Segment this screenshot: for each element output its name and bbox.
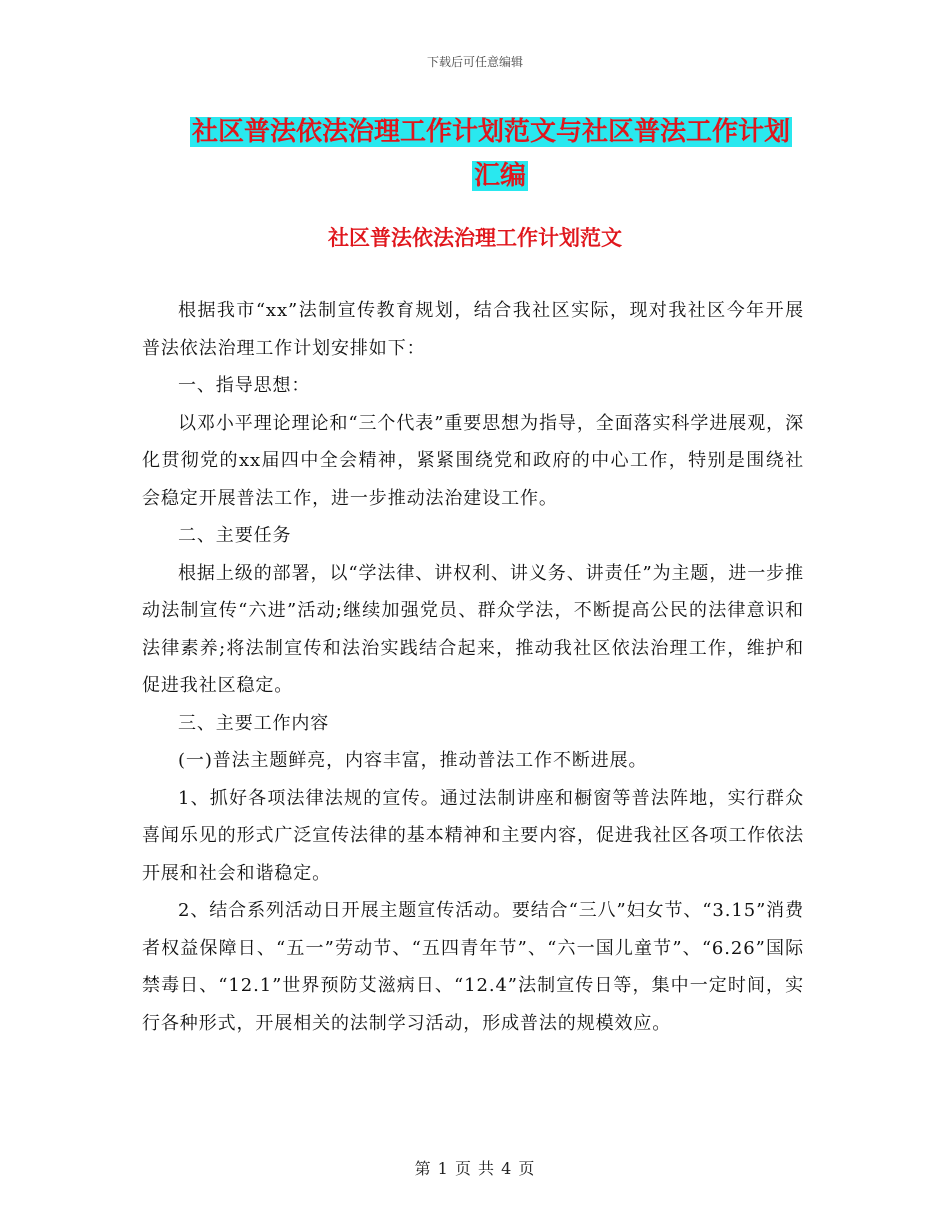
title-line-1-text: 社区普法依法治理工作计划范文与社区普法工作计划 (192, 117, 791, 147)
title-line-2 (190, 154, 810, 198)
paragraph-main-tasks: 根据上级的部署，以“学法律、讲权利、讲义务、讲责任”为主题，进一步推动法制宣传“六进”活动;继续加强党员、群众学法，不断提高公民的法律意识和法律素养;将法制宣传和法治实践结合起来，推动我社区依法治理工作，维护和促进我社区稳定。 (142, 562, 804, 696)
section-title: 社区普法依法治理工作计划范文 (328, 226, 622, 250)
heading-guiding-thought: 一、指导思想： (178, 375, 311, 396)
header-note: 下载后可任意编辑 (426, 55, 523, 69)
paragraph-intro: 根据我市“xx”法制宣传教育规划，结合我社区实际，现对我社区今年开展普法依法治理工作计划安排如下： (142, 300, 804, 359)
paragraph-item-1-2: 2、结合系列活动日开展主题宣传活动。要结合“三八”妇女节、“3.15”消费者权益保障日、“五一”劳动节、“五四青年节”、“六一国儿童节”、“6.26”国际禁毒日、“12.1”世界预防艾滋病日、“12.4”法制宣传日等，集中一定时间，实行各种形式，开展相关的法制学习活动，形成普法的规模效应。 (142, 900, 804, 1034)
heading-work-content: 三、主要工作内容 (178, 712, 330, 734)
title-line-1 (190, 110, 810, 154)
paragraph-item-1: (一)普法主题鲜亮，内容丰富，推动普法工作不断进展。 (178, 750, 648, 771)
title-line-2-text: 汇编 (473, 161, 526, 191)
page-number: 第 1 页 共 4 页 (414, 1159, 536, 1178)
document-title (190, 110, 810, 198)
heading-main-tasks: 二、主要任务 (178, 525, 292, 546)
paragraph-guiding-thought: 以邓小平理论理论和“三个代表”重要思想为指导，全面落实科学进展观，深化贯彻党的xx届四中全会精神，紧紧围绕党和政府的中心工作，特别是围绕社会稳定开展普法工作，进一步推动法治建设工作。 (142, 412, 804, 509)
document-body (142, 292, 804, 1042)
paragraph-item-1-1: 1、抓好各项法律法规的宣传。通过法制讲座和橱窗等普法阵地，实行群众喜闻乐见的形式广泛宣传法律的基本精神和主要内容，促进我社区各项工作依法开展和社会和谐稳定。 (142, 787, 804, 884)
